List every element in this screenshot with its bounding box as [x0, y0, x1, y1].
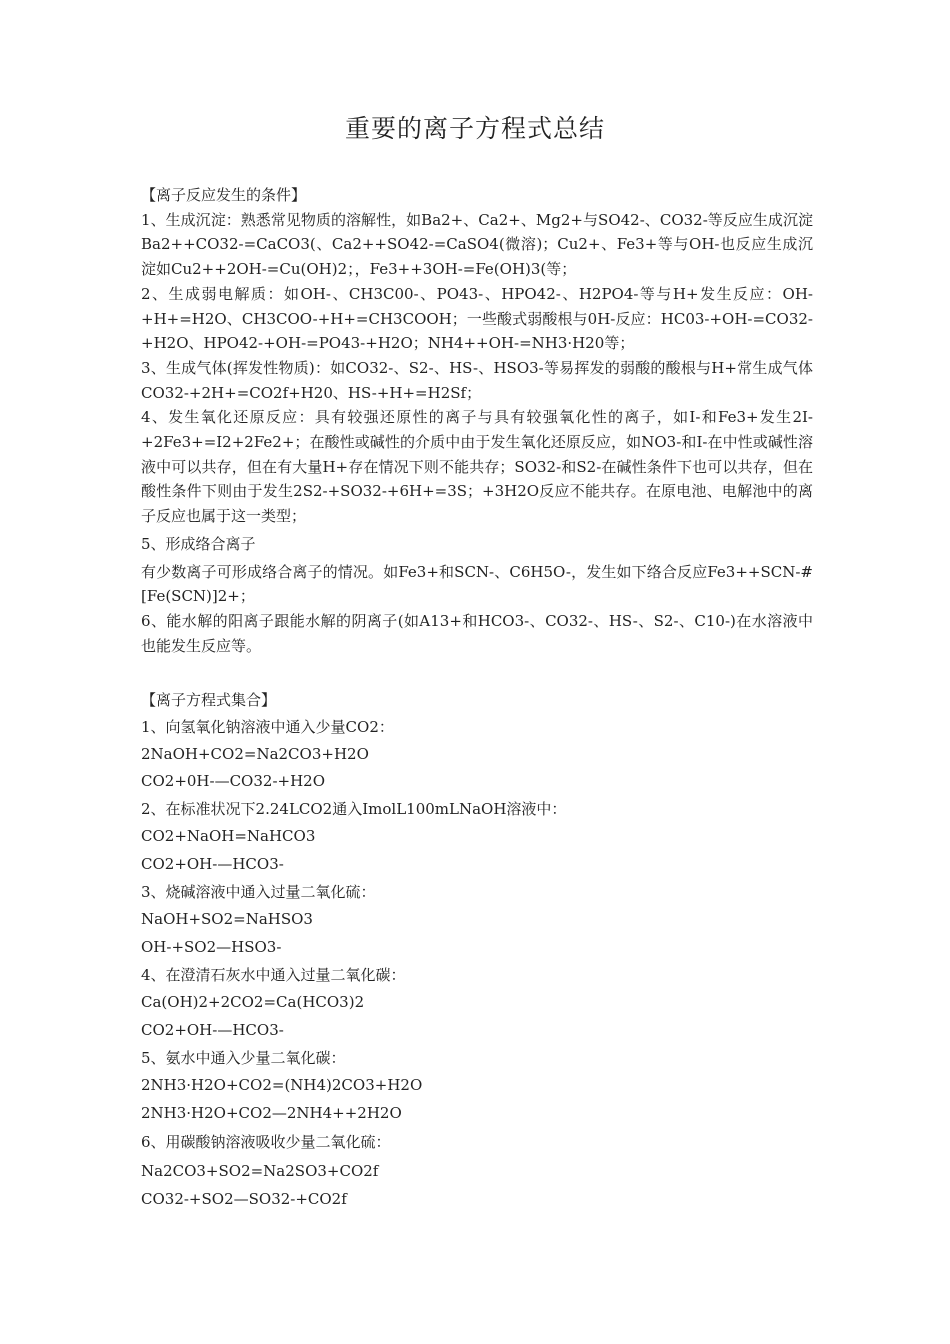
- equation-line: 2NaOH+CO2=Na2CO3+H2O: [141, 744, 369, 763]
- conditions-section: [141, 183, 813, 658]
- page-title: 重要的离子方程式总结: [344, 114, 605, 143]
- equation-line: Ca(OH)2+2CO2=Ca(HCO3)2: [141, 993, 365, 1011]
- collection-header: 【离子方程式集合】: [141, 691, 277, 709]
- equation-line: CO2+NaOH=NaHCO3: [141, 827, 316, 845]
- equation-item-heading: 3、烧碱溶液中通入过量二氧化硫：: [141, 883, 376, 901]
- condition-weak-electrolyte: 2、生成弱电解质：如OH-、CH3C00-、PO43-、HPO42-、H2PO4-等与H+发生反应：OH-+H+=H2O、CH3COO-+H+=CH3COOH；一些酸式弱酸根与0H-反应：HC03-+OH-=CO32-+H2O、HPO42-+OH-=PO43-+H2O；NH4++OH-=NH3·H20等；: [141, 284, 813, 353]
- condition-complex-heading: 5、形成络合离子: [141, 534, 256, 553]
- equation-item-heading: 5、氨水中通入少量二氧化碳：: [141, 1049, 346, 1067]
- equation-line: CO2+OH-—HCO3-: [141, 855, 284, 873]
- condition-precipitate: 1、生成沉淀：熟悉常见物质的溶解性，如Ba2+、Ca2+、Mg2+与SO42-、CO32-等反应生成沉淀Ba2++CO32-=CaCO3(、Ca2++SO42-=CaSO4(微溶)；Cu2+、Fe3+等与OH-也反应生成沉淀如Cu2++2OH-=Cu(OH)2；，Fe3++3OH-=Fe(OH)3(等；: [141, 210, 813, 279]
- equation-line: CO2+0H-—CO32-+H2O: [141, 772, 325, 790]
- equation-line: CO32-+SO2—SO32-+CO2f: [141, 1190, 347, 1208]
- condition-gas: 3、生成气体(挥发性物质)：如CO32-、S2-、HS-、HSO3-等易挥发的弱酸的酸根与H+常生成气体CO32-+2H+=CO2f+H20、HS-+H+=H2Sf；: [141, 358, 813, 402]
- equation-line: OH-+SO2—HSO3-: [141, 938, 282, 956]
- condition-hydrolysis: 6、能水解的阳离子跟能水解的阴离子(如A13+和HCO3-、CO32-、HS-、S2-、C10-)在水溶液中也能发生反应等。: [141, 611, 813, 655]
- condition-redox: 4、发生氧化还原反应：具有较强还原性的离子与具有较强氧化性的离子，如I-和Fe3+发生2I-+2Fe3+=I2+2Fe2+；在酸性或碱性的介质中由于发生氧化还原反应，如NO3-和I-在中性或碱性溶液中可以共存，但在有大量H+存在情况下则不能共存；SO32-和S2-在碱性条件下也可以共存，但在酸性条件下则由于发生2S2-+SO32-+6H+=3S；+3H2O反应不能共存。在原电池、电解池中的离子反应也属于这一类型；: [141, 408, 813, 526]
- equation-line: Na2CO3+SO2=Na2SO3+CO2f: [141, 1162, 379, 1180]
- conditions-header: 【离子反应发生的条件】: [141, 186, 307, 204]
- equation-line: CO2+OH-—HCO3-: [141, 1021, 284, 1039]
- equation-line: NaOH+SO2=NaHSO3: [141, 910, 313, 928]
- equation-line: 2NH3·H2O+CO2—2NH4++2H2O: [141, 1104, 402, 1122]
- condition-complex-detail: 有少数离子可形成络合离子的情况。如Fe3+和SCN-、C6H5O-，发生如下络合反应Fe3++SCN-#[Fe(SCN)]2+；: [141, 562, 813, 606]
- equation-item-heading: 1、向氢氧化钠溶液中通入少量CO2：: [141, 718, 394, 736]
- equation-item-heading: 4、在澄清石灰水中通入过量二氧化碳：: [141, 966, 406, 984]
- equation-item-heading: 2、在标准状况下2.24LCO2通入ImolL100mLNaOH溶液中：: [141, 800, 567, 818]
- equation-line: 2NH3·H2O+CO2=(NH4)2CO3+H2O: [141, 1076, 423, 1094]
- collection-section: [141, 688, 821, 1214]
- equation-item-heading: 6、用碳酸钠溶液吸收少量二氧化硫：: [141, 1133, 391, 1151]
